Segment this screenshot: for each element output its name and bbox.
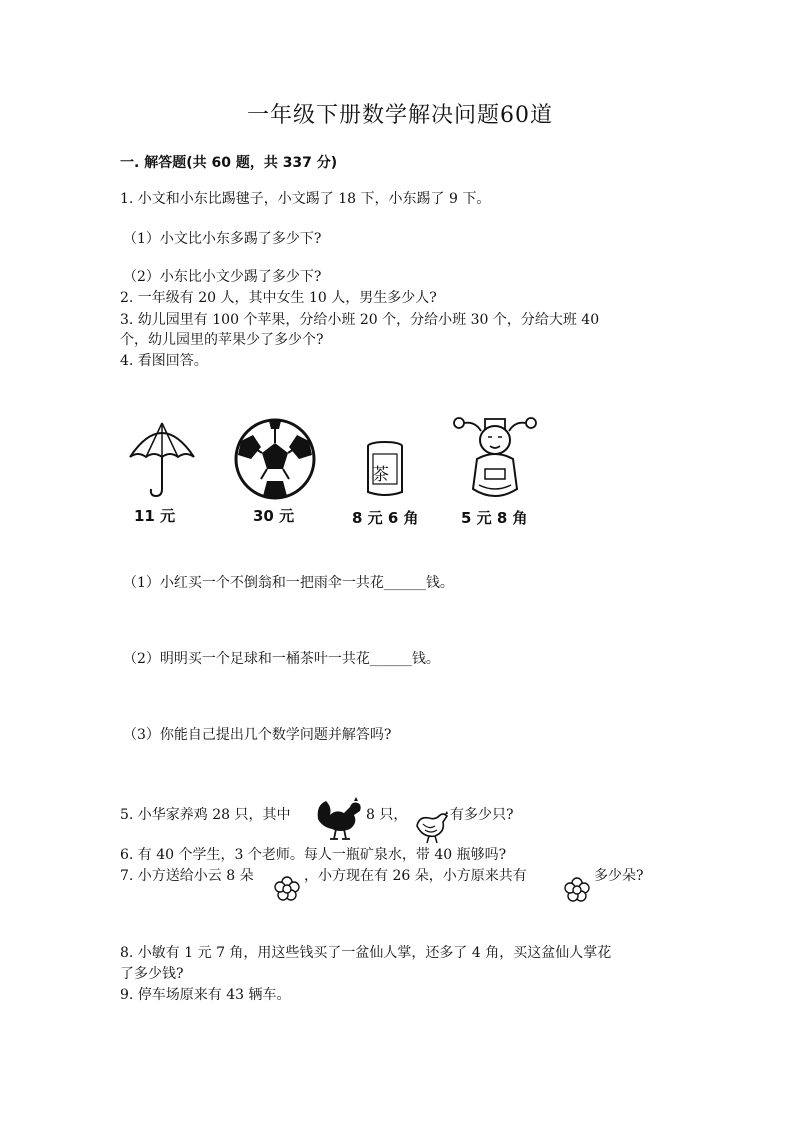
question-8-line-1: 8. 小敏有 1 元 7 角，用这些钱买了一盆仙人掌，还多了 4 角，买这盆仙人掌花 [120, 945, 612, 961]
tumbler-doll-icon [451, 413, 539, 501]
umbrella-price: 11 元 [134, 507, 176, 525]
flower-icon [563, 876, 591, 904]
question-4-stem: 4. 看图回答。 [120, 353, 208, 369]
flower-icon [273, 875, 301, 903]
tea-can-label: 茶 [372, 465, 389, 485]
question-8-line-2: 了多少钱? [120, 966, 184, 982]
section-heading: 一. 解答题(共 60 题，共 337 分) [120, 155, 338, 171]
question-2: 2. 一年级有 20 人，其中女生 10 人，男生多少人? [120, 290, 437, 306]
question-4-sub-2: （2）明明买一个足球和一桶茶叶一共花______钱。 [123, 651, 440, 667]
question-3-line-2: 个，幼儿园里的苹果少了多少个? [120, 332, 324, 348]
question-1-sub-2: （2）小东比小文少踢了多少下? [123, 269, 322, 285]
soccer-ball-price: 30 元 [253, 507, 295, 525]
question-5-part-3: 有多少只? [450, 807, 514, 823]
tumbler-doll-price: 5 元 8 角 [461, 509, 528, 527]
rooster-icon [314, 797, 366, 841]
question-1-sub-1: （1）小文比小东多踢了多少下? [123, 231, 322, 247]
question-5-part-1: 5. 小华家养鸡 28 只，其中 [120, 807, 291, 823]
page-title: 一年级下册数学解决问题60道 [247, 103, 553, 128]
soccer-ball-icon [233, 417, 317, 501]
question-5-part-2: 8 只， [366, 807, 408, 823]
question-3-line-1: 3. 幼儿园里有 100 个苹果，分给小班 20 个，分给小班 30 个，分给大班 40 [120, 312, 600, 328]
question-6: 6. 有 40 个学生，3 个老师。每人一瓶矿泉水，带 40 瓶够吗? [120, 847, 507, 863]
hen-icon [413, 808, 451, 844]
question-1-stem: 1. 小文和小东比踢毽子，小文踢了 18 下，小东踢了 9 下。 [120, 191, 491, 207]
question-4-sub-3: （3）你能自己提出几个数学问题并解答吗? [123, 727, 392, 743]
umbrella-icon [126, 417, 198, 499]
question-7-part-2: ，小方现在有 26 朵，小方原来共有 [304, 868, 527, 884]
question-9: 9. 停车场原来有 43 辆车。 [120, 987, 291, 1003]
question-4-sub-1: （1）小红买一个不倒翁和一把雨伞一共花______钱。 [123, 575, 454, 591]
question-7-part-3: 多少朵? [594, 868, 644, 884]
question-7-part-1: 7. 小方送给小云 8 朵 [120, 868, 254, 884]
tea-can-price: 8 元 6 角 [352, 509, 419, 527]
